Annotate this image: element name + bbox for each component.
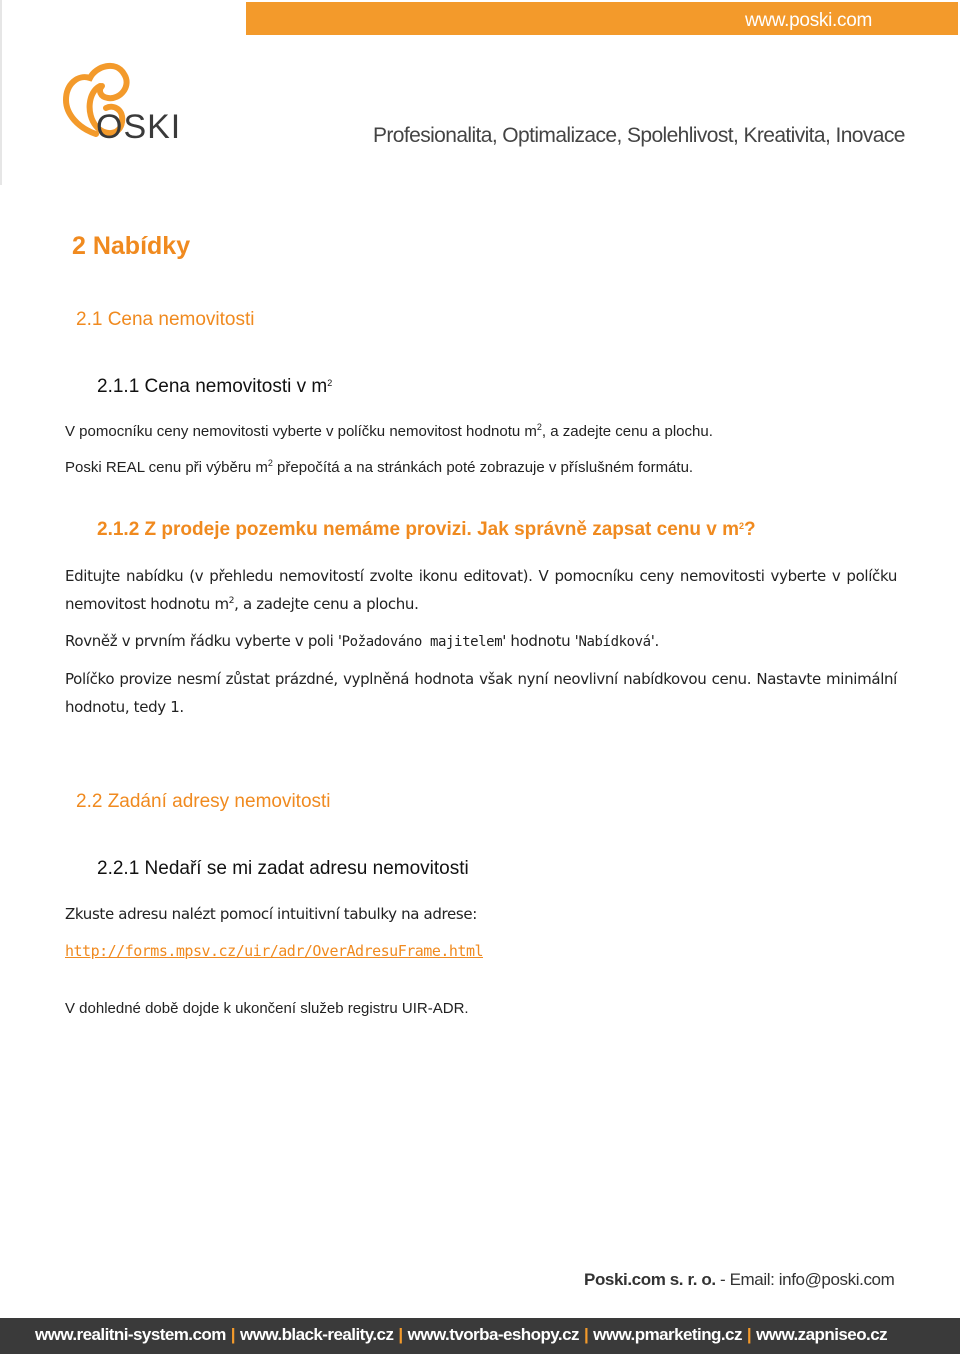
paragraph-4-a: Rovněž v prvním řádku vyberte v poli ': [65, 632, 342, 650]
paragraph-3-sup: 2: [228, 596, 235, 606]
footer-company-line: [584, 1270, 894, 1290]
paragraph-3-b: , a zadejte cenu a plochu.: [234, 595, 419, 613]
heading-2-1-1-sup: 2: [327, 378, 333, 388]
heading-2-1-1-text: 2.1.1 Cena nemovitosti v m: [97, 376, 328, 397]
header-left-rule: [0, 0, 2, 185]
paragraph-4-c: '.: [650, 632, 659, 650]
heading-2-1-cena-nemovitosti: 2.1 Cena nemovitosti: [76, 309, 255, 330]
code-pozadovano-majitelem: Požadováno majitelem: [341, 634, 503, 650]
paragraph-5: Políčko provize nesmí zůstat prázdné, vyplněná hodnota však nyní neovlivní nabídkovou cenu. Nastavte minimální hodnotu, tedy 1.: [65, 670, 897, 716]
heading-2-2-zadani-adresy: 2.2 Zadání adresy nemovitosti: [76, 791, 331, 812]
paragraph-2-sup: 2: [267, 458, 273, 468]
paragraph-1: [65, 418, 713, 446]
header-tagline: Profesionalita, Optimalizace, Spolehlivost, Kreativita, Inovace: [373, 124, 905, 147]
footer-email[interactable]: - Email: info@poski.com: [715, 1270, 895, 1289]
footer-link-black-reality[interactable]: www.black-reality.cz: [240, 1325, 394, 1344]
site-url[interactable]: www.poski.com: [744, 10, 872, 31]
paragraph-7: V dohledné době dojde k ukončení služeb registru UIR-ADR.: [65, 1000, 469, 1017]
footer-link-pmarketing[interactable]: www.pmarketing.cz: [593, 1325, 742, 1344]
paragraph-4-b: ' hodnotu ': [502, 632, 579, 650]
footer-separator: |: [746, 1325, 752, 1344]
heading-2-1-2-text: 2.1.2 Z prodeje pozemku nemáme provizi. Jak správně zapsat cenu v m: [97, 519, 740, 540]
site-url-banner: [246, 2, 958, 35]
page-header: [0, 0, 960, 185]
uir-adr-link[interactable]: http://forms.mpsv.cz/uir/adr/OverAdresuFrame.html: [65, 942, 484, 960]
paragraph-4: [65, 627, 659, 656]
paragraph-2-a: Poski REAL cenu při výběru m: [65, 459, 268, 476]
footer-separator: |: [583, 1325, 589, 1344]
paragraph-2: [65, 454, 693, 482]
code-nabidkova: Nabídková: [578, 634, 651, 650]
footer-link-zapniseo[interactable]: www.zapniseo.cz: [756, 1325, 888, 1344]
logo-text: OSKI: [96, 108, 182, 146]
heading-2-nabidky: 2 Nabídky: [72, 232, 191, 260]
footer-company-name: Poski.com s. r. o.: [584, 1270, 716, 1289]
footer-separator: |: [230, 1325, 236, 1344]
heading-2-1-2-suffix: ?: [744, 519, 756, 540]
footer-separator: |: [398, 1325, 403, 1344]
footer-link-tvorba-eshopy[interactable]: www.tvorba-eshopy.cz: [407, 1325, 579, 1344]
heading-2-2-1: 2.2.1 Nedaří se mi zadat adresu nemovitosti: [97, 858, 469, 879]
paragraph-1-b: , a zadejte cenu a plochu.: [541, 423, 713, 440]
paragraph-1-a: V pomocníku ceny nemovitosti vyberte v políčku nemovitost hodnotu m: [65, 423, 537, 440]
paragraph-3: [65, 562, 897, 618]
paragraph-3-a: Editujte nabídku (v přehledu nemovitostí zvolte ikonu editovat). V pomocníku ceny nemovitosti vyberte v políčku nemovitost hodnotu m: [65, 567, 897, 613]
footer-link-realitni-system[interactable]: www.realitni-system.com: [35, 1325, 226, 1344]
paragraph-6: Zkuste adresu nalézt pomocí intuitivní tabulky na adrese:: [65, 905, 477, 923]
heading-2-1-1: [97, 376, 332, 398]
heading-2-1-2: [97, 519, 756, 541]
paragraph-1-sup: 2: [536, 422, 542, 432]
footer-links: [35, 1325, 887, 1345]
paragraph-2-b: přepočítá a na stránkách poté zobrazuje v příslušném formátu.: [272, 459, 694, 476]
heading-2-1-2-sup: 2: [739, 521, 745, 531]
